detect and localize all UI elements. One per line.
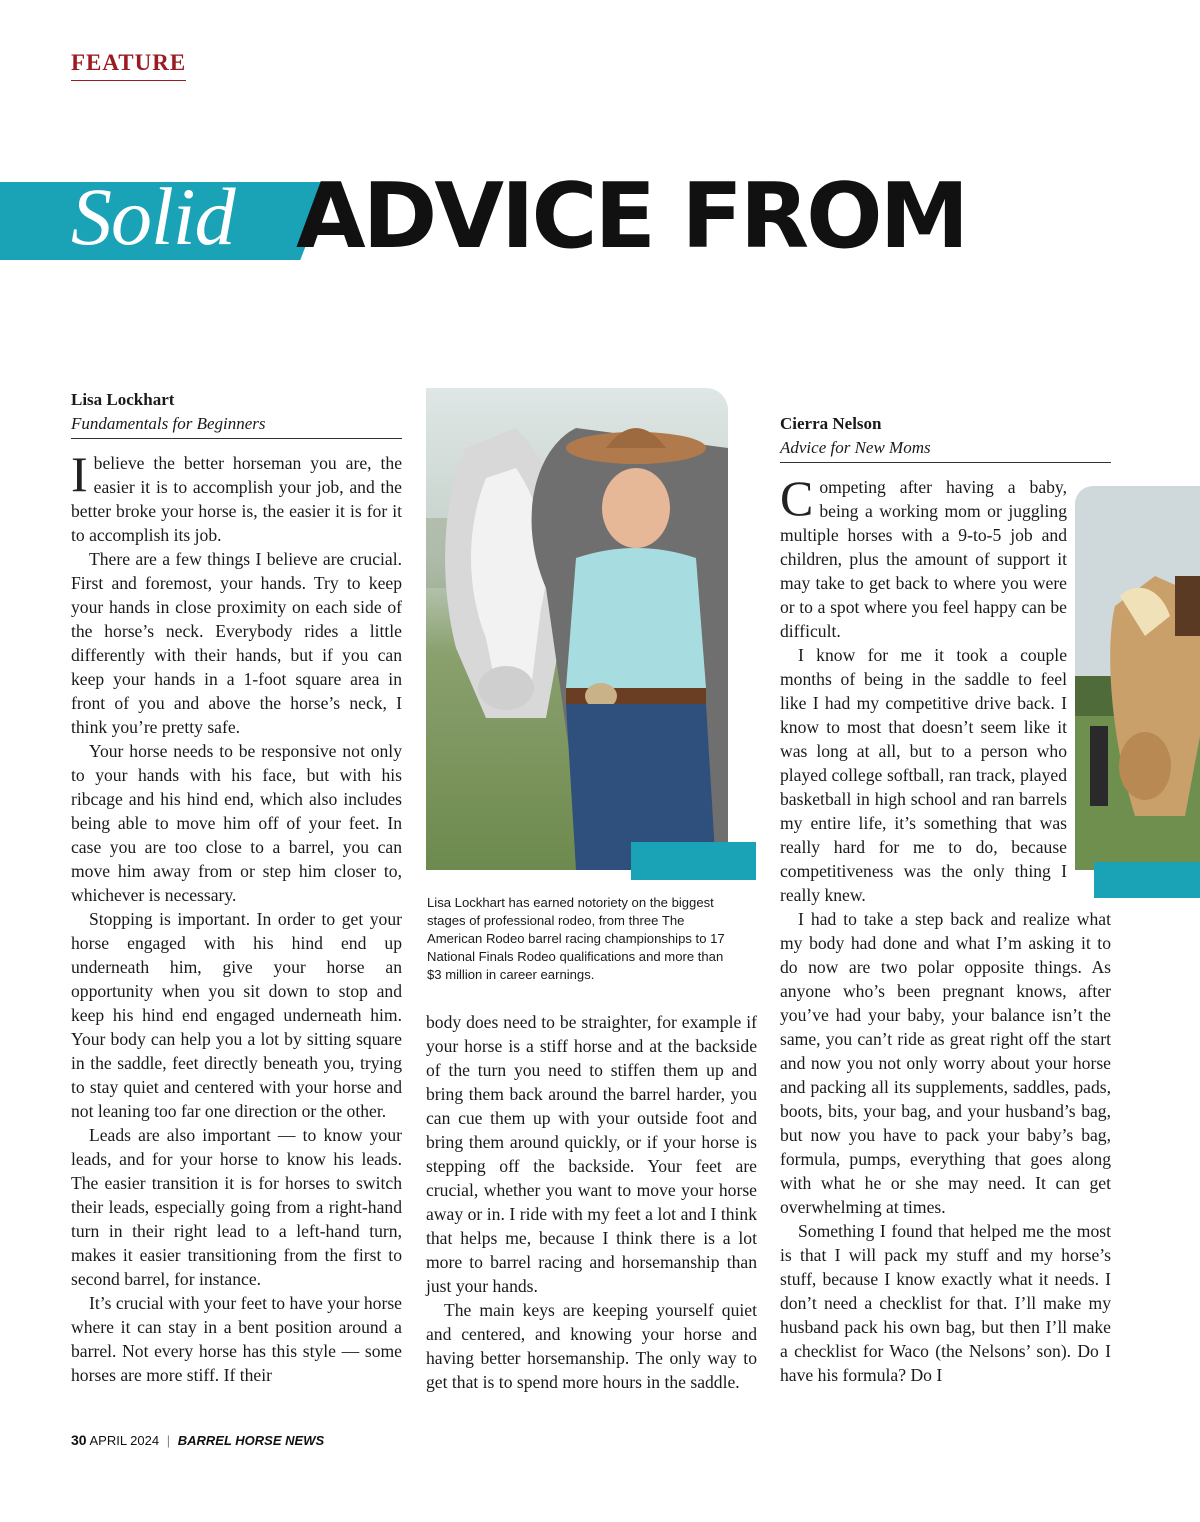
section-label: FEATURE xyxy=(71,50,186,81)
photo-accent-box xyxy=(631,842,756,880)
publication-name: BARREL HORSE NEWS xyxy=(177,1433,325,1448)
byline-rule xyxy=(780,462,1111,463)
headline-italic: Solid xyxy=(71,171,235,262)
byline-title: Fundamentals for Beginners xyxy=(71,414,266,433)
body-paragraph: Leads are also important — to know your leads, and for your horse to know his leads. The easier transition it is for horses to switch their leads, especially going from a right-hand turn in their right lead to a left-hand turn, makes it easier transitioning from the first to second barrel, for instance. xyxy=(71,1125,402,1289)
drop-cap: I xyxy=(71,446,88,502)
photo-illustration xyxy=(426,388,728,870)
byline-rule xyxy=(71,438,402,439)
drop-cap: C xyxy=(780,470,814,526)
footer-separator: | xyxy=(166,1433,171,1448)
issue-date: APRIL 2024 xyxy=(89,1433,160,1448)
narrow-text-block xyxy=(780,470,1067,907)
body-paragraph: Your horse needs to be responsive not only to your hands with his face, but with his ribcage and his hind end, which also includes being able to move him off of your feet. In case you are too close to a barrel, you can move him away from or step him closer to, whichever is necessary. xyxy=(71,741,402,905)
lockhart-photo xyxy=(426,388,728,870)
byline-name: Cierra Nelson xyxy=(780,414,882,433)
page-footer xyxy=(71,1432,324,1448)
page-number: 30 xyxy=(71,1432,87,1448)
photo-caption: Lisa Lockhart has earned notoriety on the biggest stages of professional rodeo, from three The American Rodeo barrel racing championships to 17 National Finals Rodeo qualifications and more than $3 million in career earnings. xyxy=(427,895,725,982)
body-paragraph: I know for me it took a couple months of being in the saddle to feel like I had my competitive drive back. I know to most that doesn’t seem like it was long at all, but to a person who played college softball, ran track, played basketball in high school and ran barrels my entire life, it’s something that was really hard for me to do, because competitiveness was the only thing I really knew. xyxy=(780,645,1067,905)
nelson-photo xyxy=(1075,486,1200,870)
column-lockhart xyxy=(71,388,402,1387)
photo-illustration xyxy=(1075,486,1200,870)
byline-name: Lisa Lockhart xyxy=(71,390,175,409)
headline-main: ADVICE FROM xyxy=(296,164,967,269)
body-paragraph: Stopping is important. In order to get your horse engaged with his hind end up underneath him, give your horse an opportunity when you sit down to stop and keep his hind end engaged underneath him. Your body can help you a lot by sitting square in the saddle, feet directly beneath you, trying to stay quiet and centered with your horse and not leaning too far one direction or the other. xyxy=(71,909,402,1121)
body-paragraph: Something I found that helped me the most is that I will pack my stuff and my horse’s stuff, because I know exactly what it needs. I don’t need a checklist for that. I’ll make my husband pack his own bag, but then I’ll make a checklist for Waco (the Nelsons’ son). Do I have his formula? Do I xyxy=(780,1221,1111,1385)
body-paragraph: There are a few things I believe are crucial. First and foremost, your hands. Try to keep your hands in close proximity on each side of the horse’s neck. Everybody rides a little differently with their hands, but if you can keep your hands in a 1-foot square area in front of you and above the horse’s neck, I think you’re pretty safe. xyxy=(71,549,402,737)
column-lockhart-continued xyxy=(426,1010,757,1394)
column-nelson xyxy=(780,412,1111,1387)
body-paragraph: Competing after having a baby, being a working mom or juggling multiple horses with a 9-to-5 job and children, plus the amount of support it may take to get back to where you were or to a spot where you feel happy can be difficult. xyxy=(780,470,1067,641)
byline-title: Advice for New Moms xyxy=(780,438,931,457)
body-paragraph: I had to take a step back and realize what my body had done and what I’m asking it to do now are two polar opposite things. As anyone who’s been pregnant knows, after you’ve had your baby, your balance isn’t the same, you can’t ride as great right off the start and now you not only worry about your horse and packing all its supplements, saddles, pads, boots, bits, your bag, and your husband’s bag, but now you have to pack your baby’s bag, formula, pumps, everything that goes along with what he or she may need. It can get overwhelming at times. xyxy=(780,909,1111,1217)
body-paragraph: body does need to be straighter, for example if your horse is a stiff horse and at the backside of the turn you need to stiffen them up and bring them back around the barrel harder, you can cue them up with your outside foot and bring them around quickly, or if your horse is stepping off the backside. Your feet are crucial, whether you want to move your horse away or in. I ride with my feet a lot and I think that helps me, because I think there is a lot more to barrel racing and horsemanship than just your hands. xyxy=(426,1012,757,1296)
body-paragraph: I believe the better horseman you are, the easier it is to accomplish your job, and the better broke your horse is, the easier it is for it to accomplish its job. xyxy=(71,446,402,545)
photo-accent-box xyxy=(1094,862,1200,898)
body-paragraph: The main keys are keeping yourself quiet and centered, and knowing your horse and having better horsemanship. The only way to get that is to spend more hours in the saddle. xyxy=(426,1300,757,1392)
body-paragraph: It’s crucial with your feet to have your horse where it can stay in a bent position around a barrel. Not every horse has this style — some horses are more stiff. If their xyxy=(71,1293,402,1385)
